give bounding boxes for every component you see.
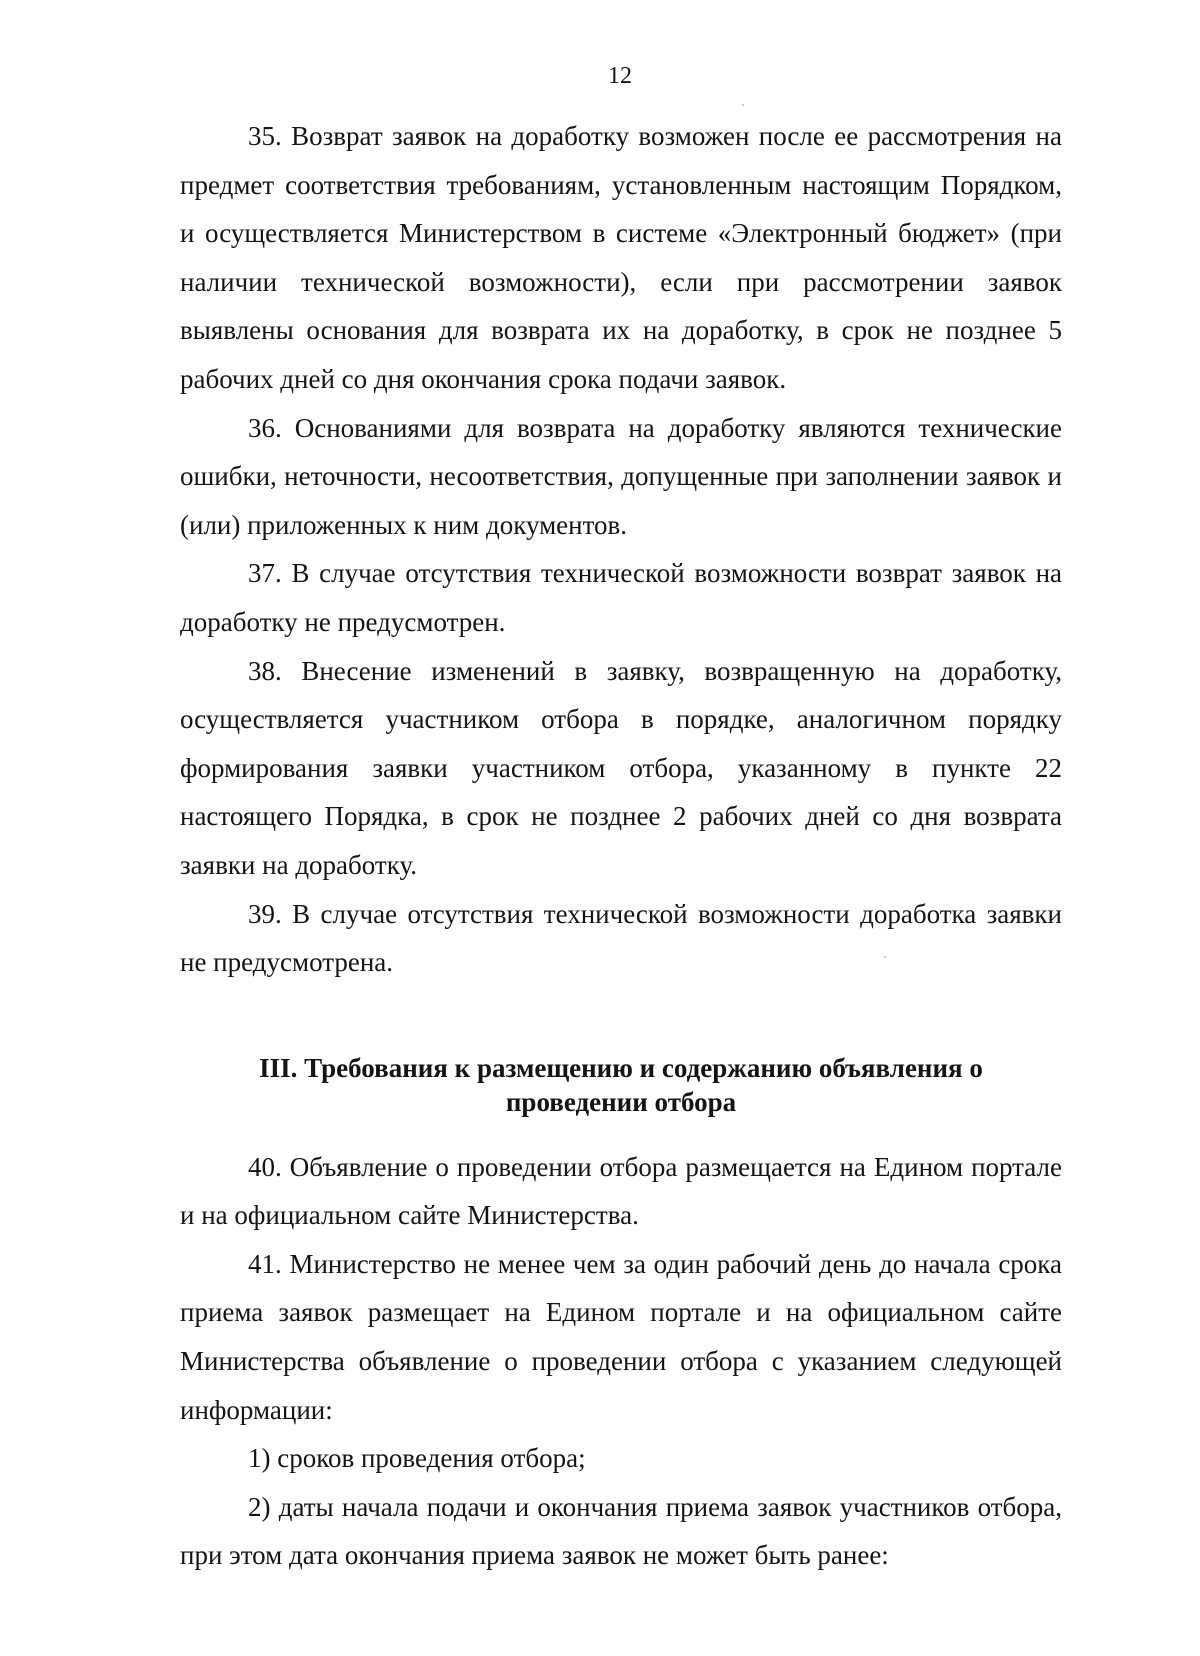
section-heading-line-1: III. Требования к размещению и содержанию объявления о — [259, 1052, 983, 1083]
paragraph-41: 41. Министерство не менее чем за один рабочий день до начала срока приема заявок размещает на Едином портале и на официальном сайте Министерства объявление о проведении отбора с указанием следующей информации: — [180, 1248, 1062, 1425]
list-item-1: 1) сроков проведения отбора; — [248, 1443, 586, 1474]
paragraph-39: 39. В случае отсутствия технической возможности доработка заявки не предусмотрена. — [180, 898, 1062, 978]
paragraph-36: 36. Основаниями для возврата на доработку являются технические ошибки, неточности, несоответствия, допущенные при заполнении заявок и (или) приложенных к ним документов. — [180, 412, 1062, 540]
paragraph-38: 38. Внесение изменений в заявку, возвращенную на доработку, осуществляется участником отбора в порядке, аналогичном порядку формирования заявки участником отбора, указанному в пункте 22 настоящего Порядка, в срок не позднее 2 рабочих дней со дня возврата заявки на доработку. — [180, 655, 1062, 880]
page-number: 12 — [608, 63, 632, 89]
section-heading-line-2: проведении отбора — [505, 1086, 737, 1117]
scan-speck — [884, 956, 886, 958]
paragraph-40: 40. Объявление о проведении отбора размещается на Едином портале и на официальном сайте Министерства. — [180, 1151, 1062, 1231]
list-item-2: 2) даты начала подачи и окончания приема заявок участников отбора, при этом дата окончания приема заявок не может быть ранее: — [180, 1491, 1062, 1571]
section-heading — [180, 1051, 1062, 1119]
paragraph-37: 37. В случае отсутствия технической возможности возврат заявок на доработку не предусмотрен. — [180, 558, 1062, 637]
scan-speck — [742, 104, 744, 106]
paragraph-35: 35. Возврат заявок на доработку возможен после ее рассмотрения на предмет соответствия требованиям, установленным настоящим Порядком, и осуществляется Министерством в системе «Электронный бюджет» (при наличии технической возможности), если при рассмотрении заявок выявлены основания для возврата их на доработку, в срок не позднее 5 рабочих дней со дня окончания срока подачи заявок. — [180, 121, 1062, 394]
document-body — [180, 112, 1062, 1580]
